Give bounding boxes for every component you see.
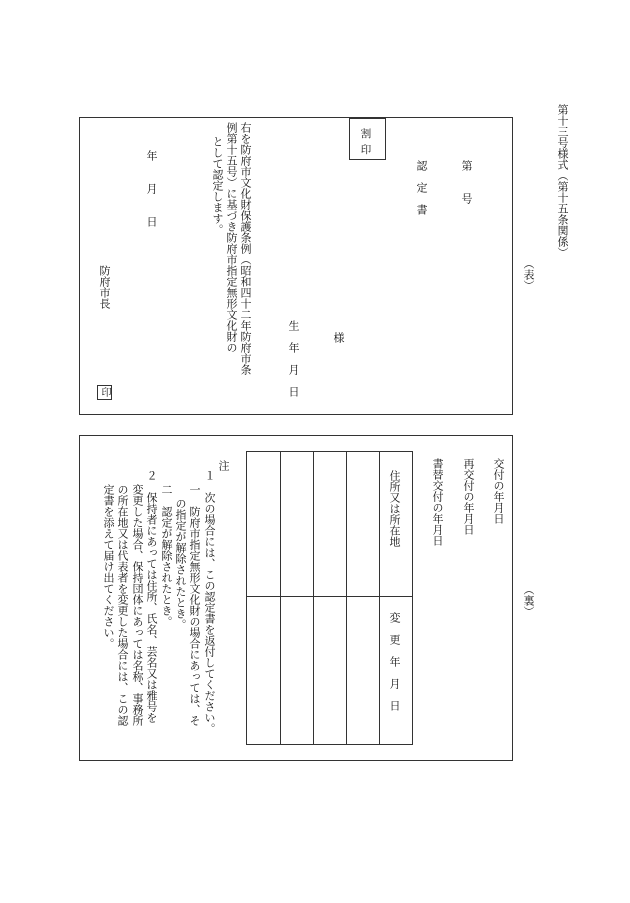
note-1-item-2: 二 認定が解除されたとき。 (160, 484, 173, 627)
notes-title: 注 (217, 460, 230, 471)
back-side-label: （裏） (522, 584, 535, 617)
note-1-item-1: 一 防府市指定無形文化財の場合にあっては、そ (188, 484, 201, 726)
birth-date-label: 生 年 月 日 (287, 320, 300, 397)
table-header-change-date: 変 更 年 月 日 (388, 612, 401, 711)
note-1: １ 次の場合には、この認定書を返付してください。 (203, 470, 216, 734)
honorific: 様 (332, 332, 345, 343)
note-2-cont-3: 定書を添えて届け出てください。 (102, 484, 115, 649)
certificate-number: 第 号 (460, 160, 473, 204)
table-column-divider (280, 451, 281, 745)
certificate-body-line-1: 右を防府市文化財保護条例（昭和四十二年防府市条 (239, 122, 252, 375)
table-column-divider (379, 451, 380, 745)
certificate-body-line-2: 例第十五号）に基づき防府市指定無形文化財の (225, 122, 238, 353)
note-2: ２ 保持者にあっては住所、氏名、芸名又は雅号を (145, 470, 158, 723)
tally-seal-label-1: 割 (359, 128, 372, 139)
form-title: 第十三号様式（第十五条関係） (556, 104, 569, 258)
rewrite-date-row: 書替交付の年月日 (431, 458, 444, 546)
tally-seal-label-2: 印 (359, 144, 372, 155)
table-header-address: 住所又は所在地 (388, 470, 401, 547)
table-row-divider (246, 596, 413, 597)
certificate-body-line-3: として認定します。 (211, 136, 224, 235)
note-2-cont-1: 変更した場合、保持団体にあっては名称、事務所 (131, 484, 144, 726)
note-1-item-1-cont: の指定が解除されたとき。 (174, 498, 187, 630)
table-column-divider (313, 451, 314, 745)
issue-date-row: 交付の年月日 (492, 458, 505, 524)
note-2-cont-2: の所在地又は代表者を変更した場合には、この認 (116, 484, 129, 726)
front-side-label: （表） (522, 258, 535, 291)
reissue-date-row: 再交付の年月日 (462, 458, 475, 535)
issue-date-label: 年 月 日 (145, 150, 158, 227)
mayor-seal-mark: 印 (99, 387, 110, 397)
mayor-label: 防府市長 (98, 265, 111, 309)
table-column-divider (346, 451, 347, 745)
certificate-title: 認 定 書 (415, 160, 428, 215)
